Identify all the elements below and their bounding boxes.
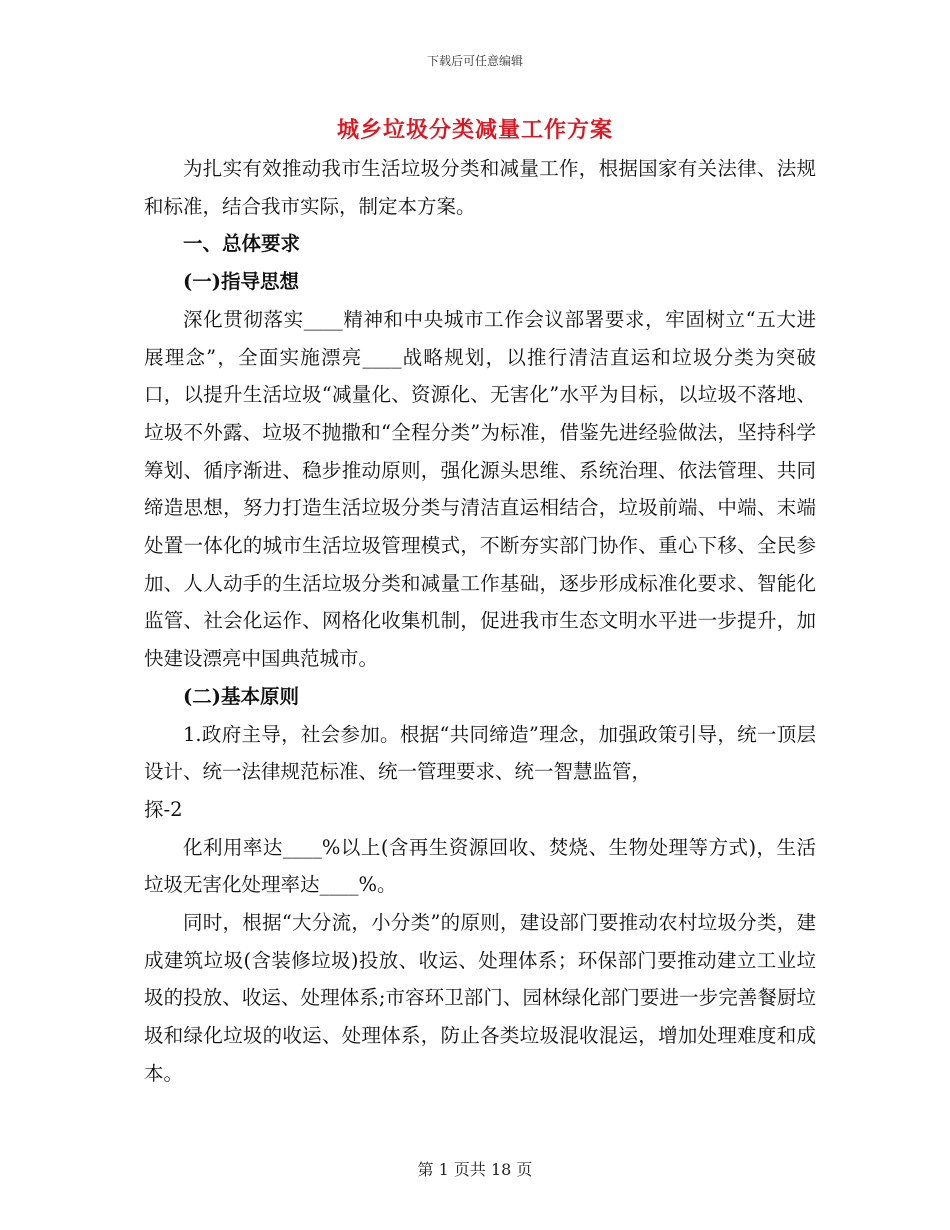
principle-1-paragraph: 1.政府主导，社会参加。根据“共同缔造”理念，加强政策引导，统一顶层设计、统一法律规范标准、统一管理要求、统一智慧监管，: [144, 722, 816, 784]
subsection-heading-basic-principles: (二)基本原则: [183, 684, 299, 708]
subsection-heading-guiding-ideology: (一)指导思想: [183, 270, 299, 294]
classification-paragraph: 同时，根据“大分流，小分类”的原则，建设部门要推动农村垃圾分类，建成建筑垃圾(含装修垃圾)投放、收运、处理体系；环保部门要推动建立工业垃圾的投放、收运、处理体系;市容环卫部门、园林绿化部门要进一步完善餐厨垃圾和绿化垃圾的收运、处理体系，防止各类垃圾混收混运，增加处理难度和成本。: [144, 911, 816, 1085]
utilization-rate-paragraph: 化利用率达____%以上(含再生资源回收、焚烧、生物处理等方式)，生活垃圾无害化处理率达____%。: [144, 835, 816, 897]
text-fragment: 探-2: [144, 797, 183, 821]
page-number: 第 1 页共 18 页: [417, 1160, 533, 1179]
page-header-note: 下载后可任意编辑: [426, 54, 523, 68]
document-body: [144, 150, 816, 1093]
document-title: 城乡垃圾分类减量工作方案: [336, 117, 613, 143]
guiding-ideology-paragraph: 深化贯彻落实____精神和中央城市工作会议部署要求，牢固树立“五大进展理念”，全面实施漂亮____战略规划，以推行清洁直运和垃圾分类为突破口，以提升生活垃圾“减量化、资源化、无害化”水平为目标，以垃圾不落地、垃圾不外露、垃圾不抛撒和“全程分类”为标准，借鉴先进经验做法，坚持科学筹划、循序渐进、稳步推动原则，强化源头思维、系统治理、依法管理、共同缔造思想，努力打造生活垃圾分类与清洁直运相结合，垃圾前端、中端、末端处置一体化的城市生活垃圾管理模式，不断夯实部门协作、重心下移、全民参加、人人动手的生活垃圾分类和减量工作基础，逐步形成标准化要求、智能化监管、社会化运作、网格化收集机制，促进我市生态文明水平进一步提升，加快建设漂亮中国典范城市。: [144, 307, 816, 671]
intro-paragraph: 为扎实有效推动我市生活垃圾分类和减量工作，根据国家有关法律、法规和标准，结合我市实际，制定本方案。: [144, 157, 816, 218]
section-heading-general-requirements: 一、总体要求: [183, 232, 301, 256]
